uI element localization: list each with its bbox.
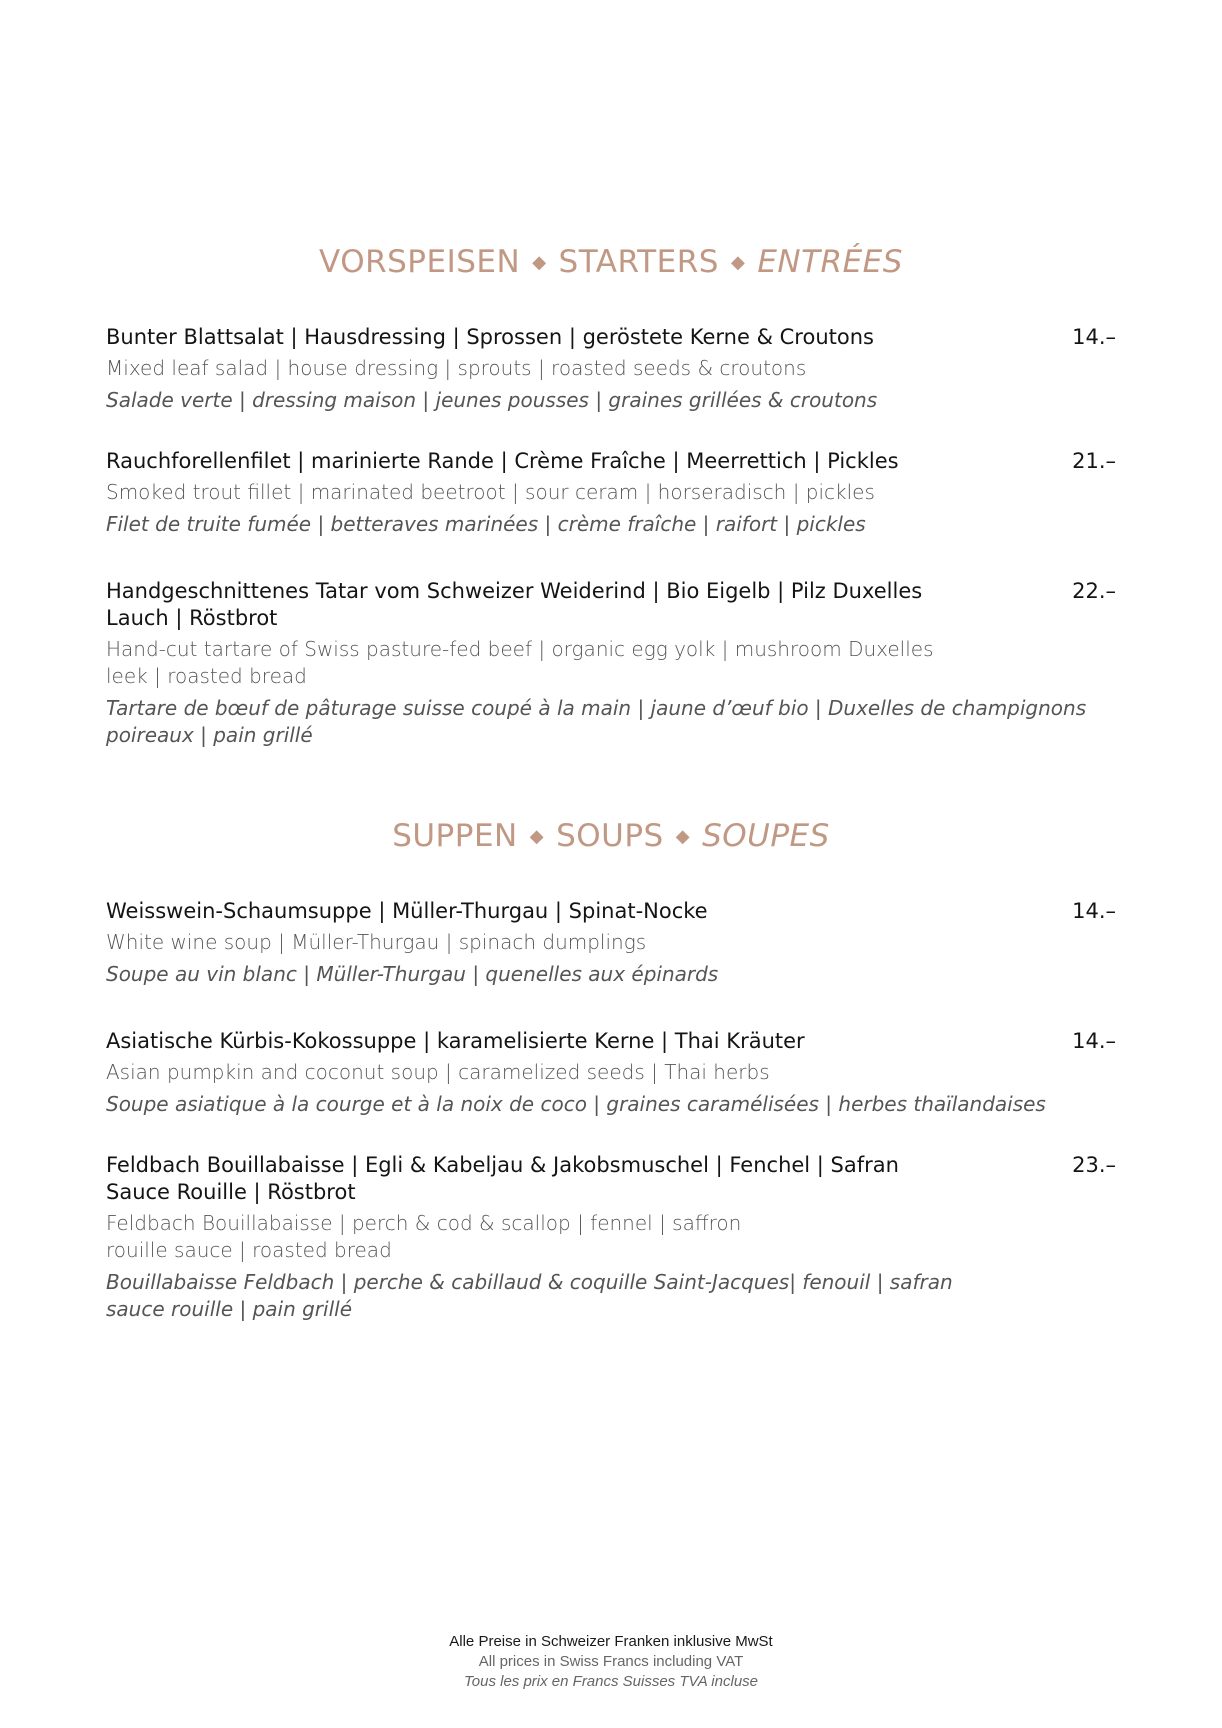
menu-item — [106, 1152, 1116, 1323]
menu-item — [106, 578, 1116, 749]
item-name-en: Feldbach Bouillabaisse | perch & cod & scallop | fennel | saffron rouille sauce | roasted bread — [106, 1211, 742, 1262]
item-name-de: Bunter Blattsalat | Hausdressing | Sprossen | geröstete Kerne & Croutons — [106, 325, 874, 349]
diamond-icon: ◆ — [529, 826, 545, 847]
heading-en: STARTERS — [558, 244, 719, 280]
heading-fr: ENTRÉES — [757, 244, 903, 280]
heading-fr: SOUPES — [702, 818, 830, 854]
diamond-icon: ◆ — [675, 826, 691, 847]
item-name-de: Weisswein-Schaumsuppe | Müller-Thurgau | Spinat-Nocke — [106, 899, 708, 923]
menu-item — [106, 898, 1116, 988]
price-note — [0, 1632, 1222, 1692]
item-name-fr: Filet de truite fumée | betteraves marinées | crème fraîche | raifort | pickles — [106, 512, 866, 536]
item-name-en: Asian pumpkin and coconut soup | caramelized seeds | Thai herbs — [106, 1060, 770, 1084]
menu-item — [106, 324, 1116, 414]
item-name-fr: Salade verte | dressing maison | jeunes pousses | graines grillées & croutons — [106, 388, 878, 412]
item-name-en: White wine soup | Müller-Thurgau | spinach dumplings — [106, 930, 647, 954]
item-price: 14.– — [1072, 325, 1116, 349]
item-price: 21.– — [1072, 449, 1116, 473]
menu-item — [106, 1028, 1116, 1118]
item-name-fr: Bouillabaisse Feldbach | perche & cabillaud & coquille Saint-Jacques| fenouil | safran sauce rouille | pain grillé — [106, 1270, 953, 1321]
item-name-de: Handgeschnittenes Tatar vom Schweizer Weiderind | Bio Eigelb | Pilz Duxelles Lauch | Röstbrot — [106, 579, 923, 630]
item-name-de: Feldbach Bouillabaisse | Egli & Kabeljau & Jakobsmuschel | Fenchel | Safran Sauce Rouille | Röstbrot — [106, 1153, 899, 1204]
menu-item — [106, 448, 1116, 538]
price-note-en: All prices in Swiss Francs including VAT — [478, 1653, 744, 1670]
item-name-en: Mixed leaf salad | house dressing | sprouts | roasted seeds & croutons — [106, 356, 807, 380]
price-note-fr: Tous les prix en Francs Suisses TVA incluse — [463, 1673, 759, 1690]
heading-de: SUPPEN — [392, 818, 518, 854]
section-heading-starters — [0, 244, 1222, 280]
item-price: 23.– — [1072, 1153, 1116, 1177]
item-name-fr: Soupe asiatique à la courge et à la noix de coco | graines caramélisées | herbes thaïlandaises — [106, 1092, 1046, 1116]
heading-de: VORSPEISEN — [319, 244, 521, 280]
item-name-de: Rauchforellenfilet | marinierte Rande | Crème Fraîche | Meerrettich | Pickles — [106, 449, 899, 473]
item-price: 14.– — [1072, 1029, 1116, 1053]
item-name-fr: Tartare de bœuf de pâturage suisse coupé à la main | jaune d’œuf bio | Duxelles de champignons poireaux | pain grillé — [106, 696, 1087, 747]
section-heading-soups — [0, 818, 1222, 854]
heading-en: SOUPS — [556, 818, 664, 854]
item-price: 22.– — [1072, 579, 1116, 603]
item-name-fr: Soupe au vin blanc | Müller-Thurgau | quenelles aux épinards — [106, 962, 719, 986]
item-price: 14.– — [1072, 899, 1116, 923]
price-note-de: Alle Preise in Schweizer Franken inklusive MwSt — [449, 1633, 773, 1650]
item-name-en: Hand-cut tartare of Swiss pasture-fed beef | organic egg yolk | mushroom Duxelles leek | roasted bread — [106, 637, 934, 688]
diamond-icon: ◆ — [731, 252, 746, 273]
item-name-de: Asiatische Kürbis-Kokossuppe | karamelisierte Kerne | Thai Kräuter — [106, 1029, 805, 1053]
diamond-icon: ◆ — [532, 252, 547, 273]
item-name-en: Smoked trout fillet | marinated beetroot | sour ceram | horseradisch | pickles — [106, 480, 875, 504]
